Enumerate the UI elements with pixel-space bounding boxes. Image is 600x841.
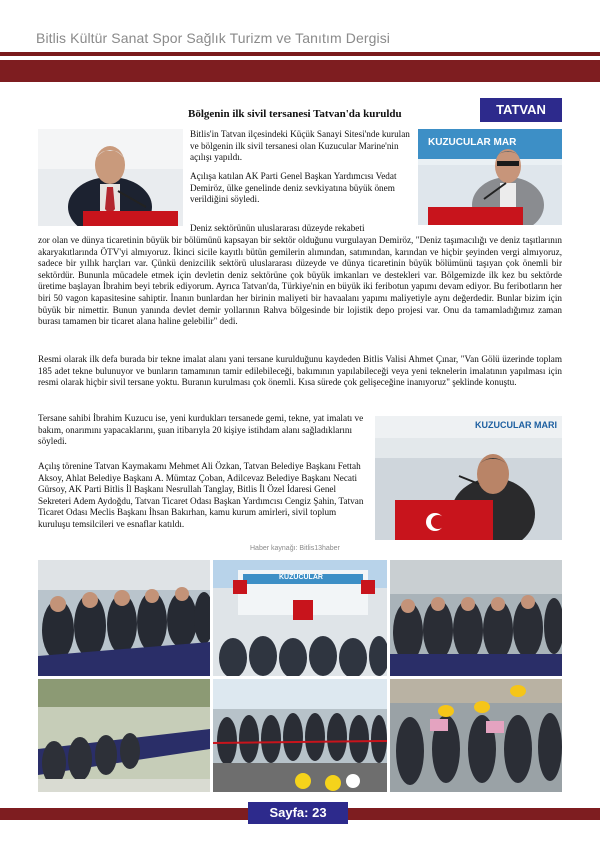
header-band-thin: [0, 52, 600, 56]
paragraph-demiroz: Açılışa katılan AK Parti Genel Başkan Yardımcısı Vedat Demiröz, ülke genelinde deniz sevkiyatına büyük önem verildiğini söyledi.: [190, 171, 397, 205]
photo-banner-text: KUZUCULAR: [279, 574, 323, 581]
photo-speaker-left: [38, 129, 183, 226]
news-source: Haber kaynağı: Bitlis13haber: [250, 545, 340, 552]
article-headline: Bölgenin ilk sivil tersanesi Tatvan'da kuruldu: [188, 108, 402, 120]
photo-audience-right: [390, 560, 562, 676]
paragraph-attendees: Açılış törenine Tatvan Kaymakamı Mehmet Ali Özkan, Tatvan Belediye Başkanı Fettah Aksoy, Ahlat Belediye Başkanı A. Mümtaz Çoban, Adilcevaz Belediye Başkanı Necati Gürsoy, AK Parti Bitlis İl Başkanı Nesrullah Tanglay, Bitlis İl Özel İdaresi Genel Sekreteri Adem Aydoğdu, Tatvan Ticaret Odası Başkan Yardımcısı Cengiz Şahin, Tatvan Ticaret Odası Meclis Başkanı İhsan Bakırhan, kamu kurum amirleri, sivil toplum kuruluşu temsilcileri ve esnaflar katıldı.: [38, 461, 364, 529]
magazine-title: Bitlis Kültür Sanat Spor Sağlık Turizm ve Tanıtım Dergisi: [36, 30, 391, 46]
paragraph-sector-quote: zor olan ve dünya ticaretinin büyük bir bölümünü kapsayan bir sektör olduğunu vurgulayan Demiröz, "Deniz taşımacılığı ve deniz taşıtlarının akaryakıtlarında ÖTV'yi almıyoruz. İkinci sicile kayıtlı bütün gemilerin alımından, satımından, karından ve hiçbir şeyinden vergi almıyoruz, sadece bir yıllık harçları var. Çünkü denizcilik sektörü uluslararası düzeyde ve dünya ticaretinin büyük bölümünü taşıyan çok önemli bir sektördür. Bununla mücadele etmek için devletin deniz sektörüne çok büyük imkanları ve destekleri var. Bölgemizde ilk kez bu sektörde üretime başlayan İbrahim beyi tebrik ediyorum. Ayrıca Tatvan'da, Türkiye'nin en büyük iki feribotun yapımı devam ediyor. Bu feribotların her biri 50 vagon kapasitesine sahiptir. İnanın bunlardan her birinin maliyeti bir havaalanı yapımı maliyetiyle aynı değerdedir. Bunlar bizim için büyük bir nimettir. Bunun yanında devlet demir yollarının Rahva bölgesinde bir lojistik depo projesi var. Onu da tamamladığımız zaman burası tamamen bir ticaret alana haline gelebilir" dedi.: [38, 235, 562, 327]
photo-speaker-right: [418, 129, 562, 225]
paragraph-intro: Bitlis'in Tatvan ilçesindeki Küçük Sanayi Sitesi'nde kurulan ve bölgenin ilk sivil tersanesi olan Kuzucular Marine'nin açılışı yapıldı.: [190, 129, 410, 163]
header-band: [0, 60, 600, 82]
photo-sign-text: KUZUCULAR MARI: [475, 420, 557, 430]
section-tag: TATVAN: [480, 98, 562, 122]
paragraph-owner: Tersane sahibi İbrahim Kuzucu ise, yeni kurdukları tersanede gemi, tekne, yat imalatı ve bakım, onarımını yapacaklarını, şuan itibarıyla 20 kişiye istihdam alanı sağladıklarını söyledi.: [38, 413, 364, 447]
photo-owner-speaking: [375, 416, 562, 540]
paragraph-governor: Resmi olarak ilk defa burada bir tekne imalat alanı yani tersane kurulduğunu kaydeden Bitlis Valisi Ahmet Çınar, "Van Gölü üzerinde toplam 185 adet tekne bulunuyor ve bunların tamamının tamir edilebileceği, bakımının yapılabileceği veya yeni teknelerin imalatının yapılması için resmi olarak hiçbir sivil tersane yoktu. Buranın kurulması çok önemli. Kısa sürede çok gelişeceğine inanıyoruz" şeklinde konuştu.: [38, 354, 562, 388]
paragraph-sector-lead: Deniz sektörünün uluslararası düzeyde rekabeti: [190, 223, 365, 233]
photo-audience-left: [38, 560, 210, 676]
photo-ceremony-stage: [213, 560, 387, 676]
page-number: Sayfa: 23: [248, 802, 348, 824]
photo-ribbon-cutting: [213, 679, 387, 792]
photo-workers-hardhats: [390, 679, 562, 792]
photo-sign-text: KUZUCULAR MAR: [428, 137, 517, 148]
photo-tables-left: [38, 679, 210, 792]
